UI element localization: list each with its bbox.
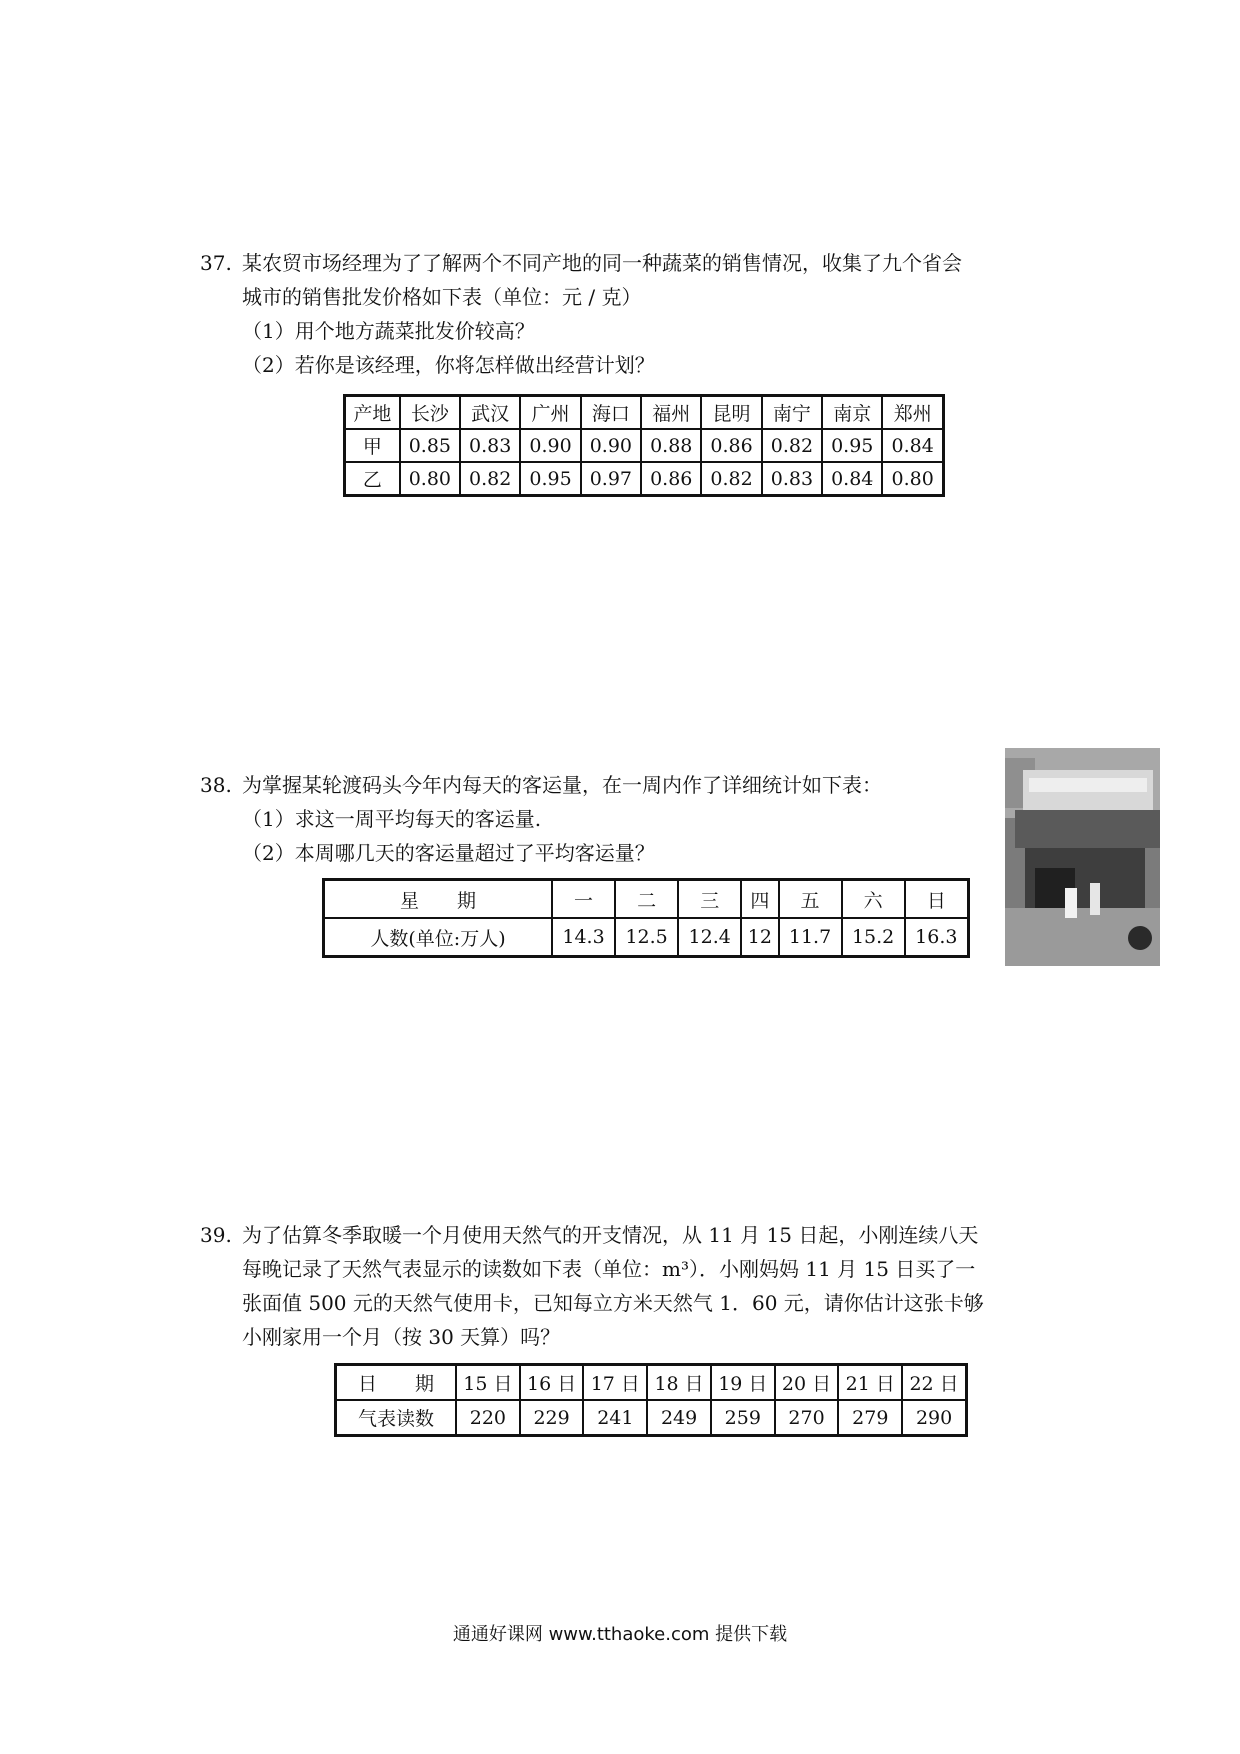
table-cell: 14.3	[552, 918, 615, 957]
table-cell: 220	[456, 1400, 520, 1436]
table-cell: 22 日	[902, 1365, 966, 1401]
table-row	[345, 429, 944, 462]
question-37	[200, 246, 1080, 382]
table-cell: 三	[678, 880, 741, 919]
sub-question-2: （2）本周哪几天的客运量超过了平均客运量？	[242, 841, 655, 865]
table-cell: 0.88	[641, 429, 701, 462]
table-cell: 18 日	[647, 1365, 711, 1401]
table-cell: 甲	[345, 429, 400, 462]
table-cell: 0.84	[822, 462, 882, 496]
table-cell: 249	[647, 1400, 711, 1436]
table-cell: 12.4	[678, 918, 741, 957]
table-cell: 11.7	[779, 918, 842, 957]
table-cell: 0.90	[520, 429, 580, 462]
table-cell: 星 期	[324, 880, 553, 919]
question-text: 为了估算冬季取暖一个月使用天然气的开支情况，从 11 月 15 日起，小刚连续八天	[242, 1223, 979, 1247]
table-cell: 0.83	[460, 429, 520, 462]
table-cell: 人数(单位:万人)	[324, 918, 553, 957]
question-38	[200, 768, 990, 870]
table-cell: 12	[741, 918, 778, 957]
table-cell: 16.3	[905, 918, 969, 957]
table-cell: 229	[520, 1400, 584, 1436]
table-header-row	[345, 396, 944, 430]
question-number: 37.	[200, 251, 232, 275]
table-cell: 二	[615, 880, 678, 919]
table-cell: 15.2	[842, 918, 905, 957]
sub-question-1: （1）用个地方蔬菜批发价较高？	[242, 319, 535, 343]
table-cell: 气表读数	[336, 1400, 457, 1436]
table-cell: 乙	[345, 462, 400, 496]
question-39	[200, 1218, 1080, 1354]
table-cell: 0.95	[822, 429, 882, 462]
question-text: 某农贸市场经理为了了解两个不同产地的同一种蔬菜的销售情况，收集了九个省会	[242, 251, 962, 275]
table-cell: 0.82	[701, 462, 761, 496]
table-cell: 12.5	[615, 918, 678, 957]
table-row	[336, 1400, 967, 1436]
table-row	[324, 918, 969, 957]
table-row	[345, 462, 944, 496]
table-cell: 0.80	[400, 462, 460, 496]
table-cell: 15 日	[456, 1365, 520, 1401]
table-cell: 0.80	[882, 462, 943, 496]
table-cell: 270	[775, 1400, 839, 1436]
table-cell: 279	[838, 1400, 902, 1436]
table-cell: 南宁	[762, 396, 822, 430]
table-cell: 郑州	[882, 396, 943, 430]
question-text: 城市的销售批发价格如下表（单位：元 / 克）	[242, 285, 642, 309]
question-text: 每晚记录了天然气表显示的读数如下表（单位：m³）．小刚妈妈 11 月 15 日买了一	[242, 1257, 976, 1281]
table-cell: 0.85	[400, 429, 460, 462]
table-cell: 0.95	[520, 462, 580, 496]
table-cell: 福州	[641, 396, 701, 430]
table-cell: 南京	[822, 396, 882, 430]
question-text: 张面值 500 元的天然气使用卡，已知每立方米天然气 1．60 元，请你估计这张卡够	[242, 1291, 984, 1315]
table-cell: 四	[741, 880, 778, 919]
question-number: 39.	[200, 1223, 232, 1247]
table-cell: 0.82	[460, 462, 520, 496]
table-cell: 0.82	[762, 429, 822, 462]
question-text: 小刚家用一个月（按 30 天算）吗？	[242, 1325, 561, 1349]
table-cell: 20 日	[775, 1365, 839, 1401]
table-cell: 产地	[345, 396, 400, 430]
table-header-row	[324, 880, 969, 919]
table-cell: 0.90	[581, 429, 641, 462]
table-cell: 16 日	[520, 1365, 584, 1401]
table-cell: 昆明	[701, 396, 761, 430]
table-cell: 长沙	[400, 396, 460, 430]
table-cell: 19 日	[711, 1365, 775, 1401]
table-cell: 0.97	[581, 462, 641, 496]
table-cell: 259	[711, 1400, 775, 1436]
table-cell: 17 日	[583, 1365, 647, 1401]
table-cell: 0.83	[762, 462, 822, 496]
table-cell: 290	[902, 1400, 966, 1436]
table-cell: 五	[779, 880, 842, 919]
table-cell: 0.86	[701, 429, 761, 462]
ferry-photo	[1005, 748, 1160, 966]
table-cell: 日	[905, 880, 969, 919]
sub-question-1: （1）求这一周平均每天的客运量.	[242, 807, 542, 831]
question-number: 38.	[200, 773, 232, 797]
gas-meter-table	[334, 1363, 968, 1437]
table-cell: 一	[552, 880, 615, 919]
price-table	[343, 394, 945, 497]
table-cell: 21 日	[838, 1365, 902, 1401]
table-cell: 0.86	[641, 462, 701, 496]
page-footer: 通通好课网 www.tthaoke.com 提供下载	[452, 1624, 788, 1645]
question-text: 为掌握某轮渡码头今年内每天的客运量，在一周内作了详细统计如下表：	[242, 773, 882, 797]
table-cell: 广州	[520, 396, 580, 430]
sub-question-2: （2）若你是该经理，你将怎样做出经营计划？	[242, 353, 655, 377]
table-cell: 0.84	[882, 429, 943, 462]
passenger-table	[322, 878, 970, 958]
table-cell: 海口	[581, 396, 641, 430]
table-cell: 武汉	[460, 396, 520, 430]
table-cell: 241	[583, 1400, 647, 1436]
table-cell: 六	[842, 880, 905, 919]
table-cell: 日 期	[336, 1365, 457, 1401]
table-header-row	[336, 1365, 967, 1401]
